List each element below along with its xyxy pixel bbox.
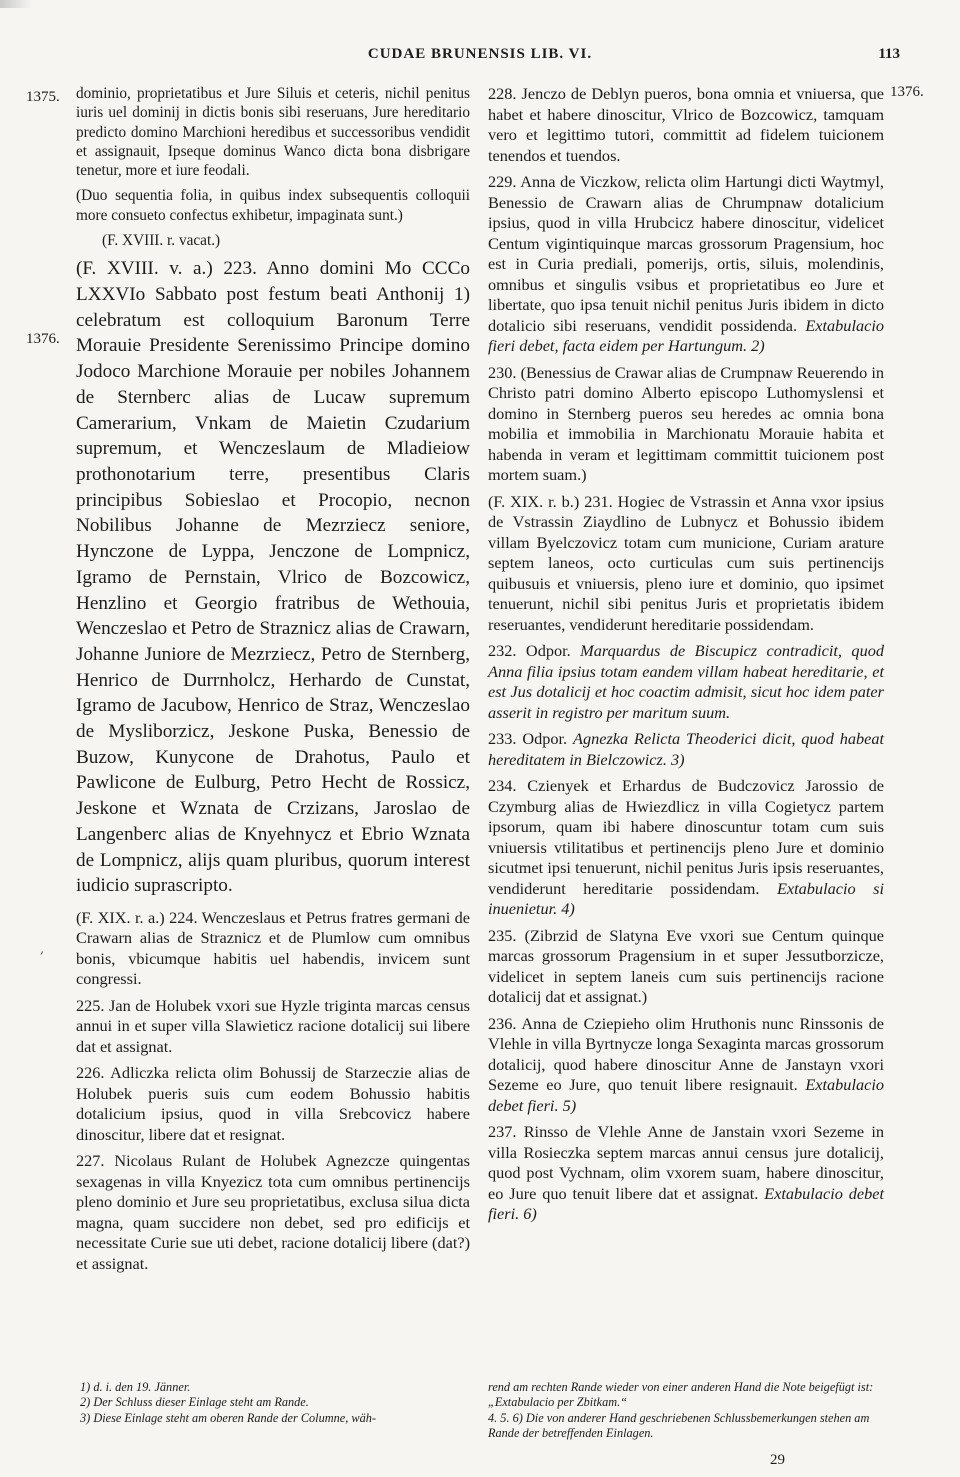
margin-year-1375: 1375. [26,89,60,105]
page-header-title: CUDAE BRUNENSIS LIB. VI. [367,46,593,62]
entry-note: Marquardus de Biscupicz contradicit, quod Anna filia ipsius totam eandem villam habeat hereditarie, et est Jus dotalicij et hoc coactim admisit, sicut hoc idem pater asserit in registro per maritum suum. [488,641,884,722]
entry-233 [488,729,884,770]
folio-note: (F. XVIII. r. vacat.) [102,232,221,250]
entry-note: Extabulacio debet fieri. 6) [488,1183,884,1223]
scan-corner-mark [0,0,32,8]
editor-note: (Duo sequentia folia, in quibus index subsequentis colloquii more consueto confectus exhibetur, impaginata sunt.) [76,187,470,224]
margin-year-1376-right: 1376. [890,84,924,100]
entry-text: 233. Odpor. [488,729,568,748]
entry-text: 237. Rinsso de Vlehle Anne de Janstain vxori Sezeme in villa Rosieczka septem marcas annui census jure dotalicij, quod post Vychnam, olim vxorem suam, habere dinoscitur, eo Jure quo tenuit libere dat et assignat. [488,1122,884,1203]
footnotes-left [80,1380,460,1426]
entry-text: (F. XIX. r. b.) 231. Hogiec de Vstrassin et Anna vxor ipsius de Vstrassin Ziaydlino de Lubnycz et Bohussio ibidem villam Byelczovicz totam cum municione, Curiam arature septem laneos, octo curticulas cum suis pertinencijs quibusuis et vniuersis, pleno iure et dominio, quo ipsimet tenuerunt, nichil sibi penitus Juris et proprietatis ibidem reseruantes, vendiderunt hereditarie possidendam. [488,491,884,634]
entry-note: Agnezka Relicta Theoderici dicit, quod habeat hereditatem in Bielczowicz. 3) [488,729,885,769]
entry-237 [488,1122,884,1225]
margin-year-1376-left: 1376. [26,331,60,347]
entry-235 [488,926,884,1008]
entry-226: 226. Adliczka relicta olim Bohussij de Starzeczie alias de Holubek pueris suis cum eodem Bohussio habitis dotalicium ipsius, quod in villa Srebcovicz habere dinoscitur, libere dat et resignat. [76,1063,470,1144]
left-column [76,84,470,1274]
entry-text: 236. Anna de Cziepieho olim Hruthonis nunc Rinssonis de Vlehle in villa Byrtnycze longa Sexaginta marcas grossorum dotalicij, quod habere dinoscitur Anne de Janstayn vxori Sezeme eo Jure, quo tenuit libere resignauit. [488,1013,884,1094]
footnote: 2) Der Schluss dieser Einlage steht am Rande. [80,1395,309,1410]
entry-text: 229. Anna de Viczkow, relicta olim Hartungi dicti Waytmyl, Benessio de Crawarn alias de Chrumpnaw dotalicium ipsius, quod in villa Hrubcicz habere dinoscitur, videlicet Centum vigintiquinque marcas grossorum Pragensium, hoc est in Curia prediali, pomerijs, ortis, siluis, molendinis, omnibus et singulis vsibus et proprietatibus eo Jure et libertate, quo ipsa tenuit nichil penitus Juris ibidem in dicto dotalicio sibi reseruans, vendidit possidenda. [488,172,884,335]
footnotes-right [488,1380,884,1442]
entry-225: 225. Jan de Holubek vxori sue Hyzle triginta marcas census annui in et super villa Slawieticz racione dotalicij sui libere dat et assignat. [76,995,470,1056]
entry-223: (F. XVIII. v. a.) 223. Anno domini Mo CCCo LXXVIo Sabbato post festum beati Anthonij 1) celebratum est colloquium Baronum Terre Morauie Presidente Serenissimo Principe domino Jodoco Marchione Morauie per nobiles Johannem de Sternberc alias de Lucaw supremum Camerarium, Vnkam de Maietin Czudarium supremum, et Wenczeslaum de Mladieiow prothonotarium terre, presentibus Claris principibus Sobieslao et Procopio, necnon Nobilibus Johanne de Mezrziecz seniore, Hynczone de Lyppa, Jenczone de Lompnicz, Igramo de Pernstain, Vlrico de Bozcowicz, Henzlino et Georgio fratribus de Wethouia, Wenczeslao et Petro de Straznicz alias de Crawarn, Johanne Juniore de Mezrziecz, Petro de Sternberg, Henrico de Durrnholcz, Herhardo de Cunstat, Igramo de Jacubow, Henrico de Straz, Wenczeslao de Mysliborzicz, Jeskone Puska, Benessio de Buzow, Kunycone de Drahotus, Paulo et Pawlicone de Eulburg, Petro Hecht de Rossicz, Jeskone et Wznata de Crzizans, Jaroslao de Langenberc alias de Knyehnycz et Ebrio Wznata de Lompnicz, alijs quam pluribus, quorum interest iudicio suprascripto. [76,258,470,897]
entry-note: Extabulacio debet fieri. 5) [488,1075,884,1115]
entry-text: 232. Odpor. [488,641,571,660]
entry-227: 227. Nicolaus Rulant de Holubek Agnezcze quingentas sexagenas in villa Knyezicz tota cum omnibus pertinencijs pleno dominio et Jure seu proprietatibus, exclusa silua dicta magna, quam succidere non debet, sed pro edificijs et necessitate Curie sue uti debet, racione dotalicij libere (dat?) et assignat. [76,1151,470,1273]
entry-232 [488,641,884,723]
entry-text: 228. Jenczo de Deblyn pueros, bona omnia et vniuersa, que habet et habere dinoscitur, Vlrico de Bozcowicz, tamquam vero et legittimo tutori, committit ad fidelem tuicionem tenendos et tuendos. [488,84,884,165]
entry-228 [488,84,884,166]
footnote: 3) Diese Einlage steht am oberen Rande der Columne, wäh- [80,1410,376,1425]
footnote: 4. 5. 6) Die von anderer Hand geschriebenen Schlussbemerkungen stehen am Rande der betreffenden Einlagen. [488,1410,870,1441]
footnote-divider [488,1370,884,1371]
entry-note: Extabulacio fieri debet, facta eidem per Hartungum. 2) [488,315,884,355]
footnote: 1) d. i. den 19. Jänner. [80,1380,191,1394]
entry-text: 230. (Benessius de Crawar alias de Crumpnaw Reuerendo in Christo patri domino Alberto episcopo Luthomyslensi et domino in Sternberg pueros seu heredes ac omnia bona mobilia et immobilia in Marchionatu Morauie habita et habenda in veram et legittimam committit tuicionem post mortem suam.) [488,362,884,484]
printer-signature: 29 [770,1452,785,1468]
entry-236 [488,1014,884,1117]
entry-224: (F. XIX. r. a.) 224. Wenczeslaus et Petrus fratres germani de Crawarn alias de Straznicz et de Plumlow cum omnibus bonis, vbicumque habitis uel habendis, invicem sunt congressi. [76,907,470,989]
right-column [488,84,884,1225]
footnote: rend am rechten Rande wieder von einer anderen Hand die Note beigefügt ist: „Extabulacio per Zbitkam.“ [488,1380,874,1410]
entry-text: 235. (Zibrzid de Slatyna Eve vxori sue Centum quinque marcas grossorum Pragensium in et super Jessutborzicze, videlicet in septem laneis cum suis pertinencijs racione dotalicij dat et assignat.) [488,925,884,1006]
entry-230 [488,363,884,486]
entry-234 [488,776,884,920]
stray-ink-mark: , [40,942,45,957]
page-number: 113 [878,46,900,62]
entry-note: Extabulacio si inuenietur. 4) [488,878,884,918]
entry-continuation: dominio, proprietatibus et Jure Siluis et ceteris, nichil penitus iuris uel dominij in dictis bonis sibi reseruans, Jure hereditario predicto domino Marchioni heredibus et successoribus vendidit et assignauit, Ipseque dominus Wanco dicta bona disbrigare tenetur, more et iure feodali. [76,85,470,180]
entry-text: 234. Czienyek et Erhardus de Budczovicz Jarossio de Czymburg alias de Hwiezdlicz in villa Cogietycz partem ipsorum, quam ibi habere dinoscuntur totam cum suis vniuersis vtilitatibus et pertinencijs pleno Jure et dominio sicutmet ipsi tenuerunt, nichil penitus Juris ipsis reseruantes, vendiderunt hereditarie possidendam. [488,776,884,898]
running-head [0,46,960,72]
entry-231 [488,492,884,636]
entry-229 [488,172,884,357]
